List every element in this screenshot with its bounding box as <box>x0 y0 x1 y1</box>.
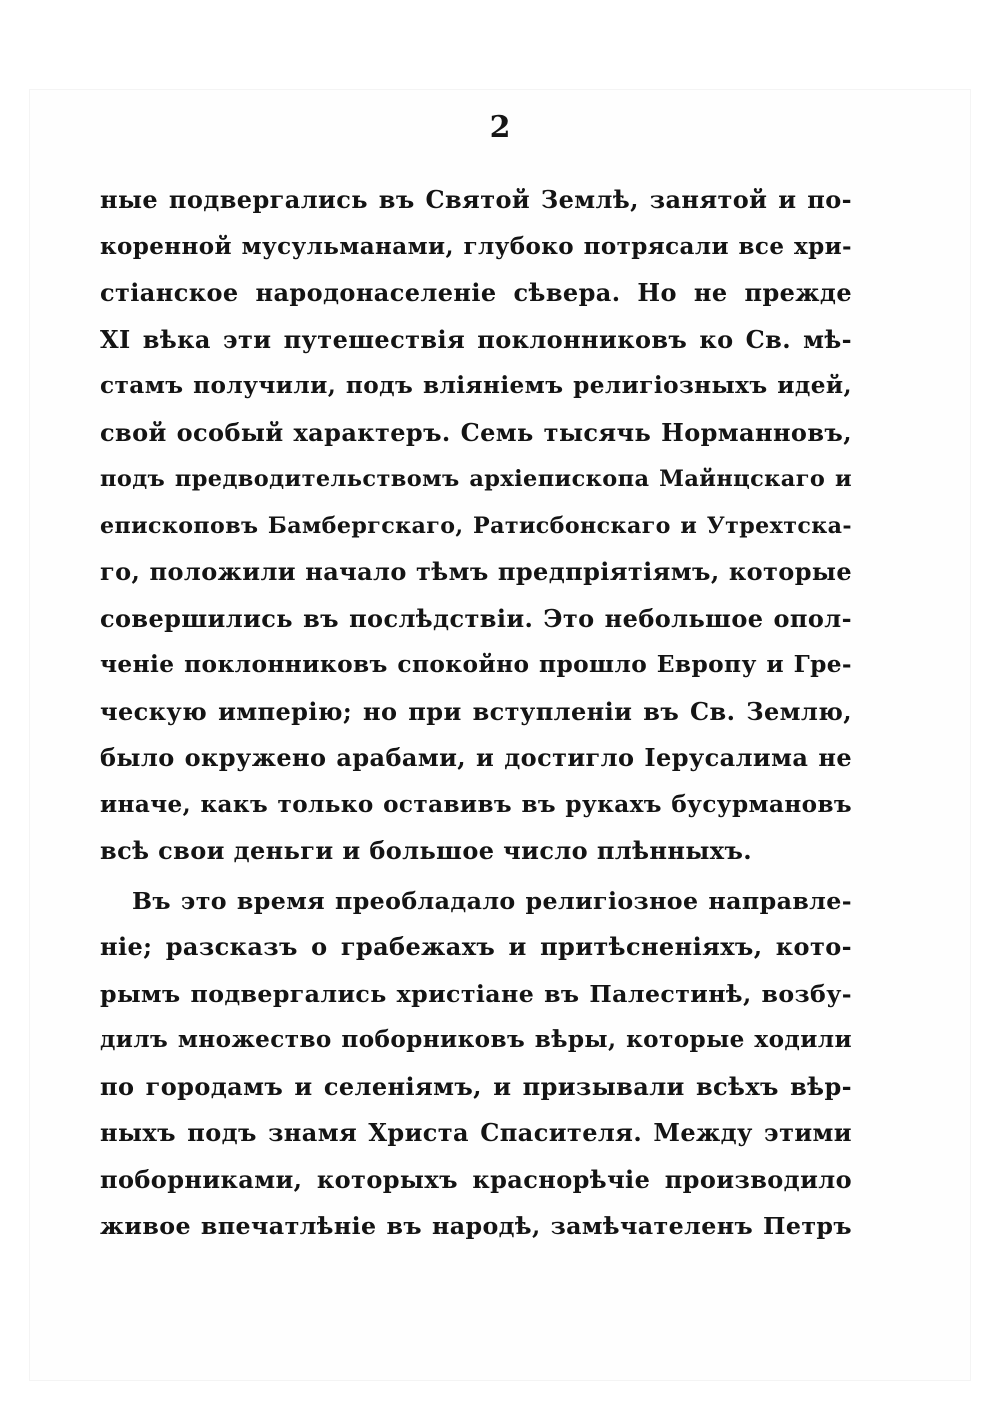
text-line: всѣ свои деньги и большое число плѣнныхъ. <box>100 836 753 865</box>
text-line: по городамъ и селеніямъ, и призывали всѣхъ вѣр- <box>100 1071 852 1101</box>
text-line: ченіе поклонниковъ спокойно прошло Европу и Гре- <box>100 651 852 678</box>
text-line: ныхъ подъ знамя Христа Спасителя. Между этими <box>100 1118 852 1147</box>
body-text <box>100 177 852 1250</box>
text-line: го, положили начало тѣмъ предпріятіямъ, которые <box>100 557 852 586</box>
text-line: совершились въ послѣдствіи. Это небольшое опол- <box>100 603 852 633</box>
text-line: поборниками, которыхъ краснорѣчіе производило <box>100 1164 852 1194</box>
text-line: коренной мусульманами, глубоко потрясали все хри- <box>100 232 852 260</box>
text-line: дилъ множество поборниковъ вѣры, которые ходили <box>100 1026 852 1053</box>
text-line: епископовъ Бамбергскаго, Ратисбонскаго и Утрехтска- <box>100 512 852 539</box>
text-line: иначе, какъ только оставивъ въ рукахъ бусурмановъ <box>100 790 852 818</box>
text-line: XI вѣка эти путешествія поклонниковъ ко Св. мѣ- <box>100 324 852 354</box>
text-line: Въ это время преобладало религіозное направле- <box>132 886 852 915</box>
paragraph-1 <box>100 177 852 875</box>
text-line: ные подвергались въ Святой Землѣ, занятой и по- <box>100 185 852 214</box>
text-line: свой особый характеръ. Семь тысячь Норманновъ, <box>100 417 852 447</box>
text-line: подъ предводительствомъ архіепископа Майнцскаго и <box>100 466 852 492</box>
text-line: живое впечатлѣніе въ народѣ, замѣчателенъ Петръ <box>100 1212 852 1240</box>
page-number: 2 <box>489 110 511 145</box>
text-line: стамъ получили, подъ вліяніемъ религіозныхъ идей, <box>100 372 852 399</box>
text-line: стіанское народонаселеніе сѣвера. Но не прежде <box>100 278 852 307</box>
text-line: рымъ подвергались христіане въ Палестинѣ, возбу- <box>100 979 852 1008</box>
text-line: было окружено арабами, и достигло Іерусалима не <box>100 743 852 772</box>
paragraph-2 <box>100 878 852 1250</box>
text-line: ческую имперію; но при вступленіи въ Св. Землю, <box>100 696 852 726</box>
text-line: ніе; разсказъ о грабежахъ и притѣсненіяхъ, кото- <box>100 932 852 961</box>
